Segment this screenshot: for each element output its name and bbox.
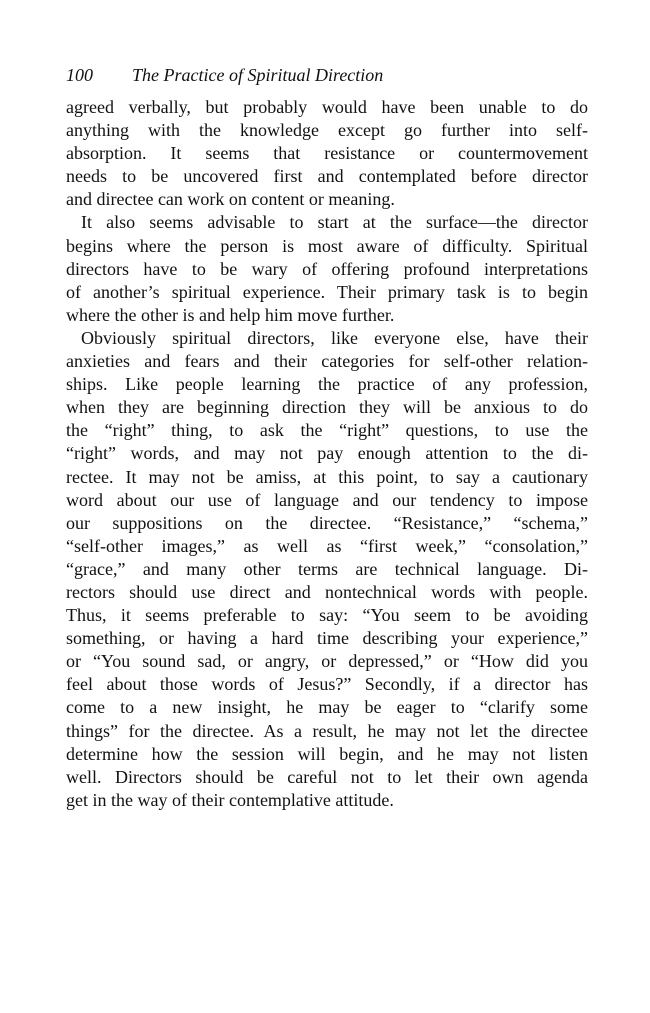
text-line: word about our use of language and our tendency to impose — [66, 489, 588, 510]
book-page — [66, 64, 588, 812]
text-line: things” for the directee. As a result, he may not let the directee — [66, 720, 588, 741]
running-head — [66, 64, 588, 86]
text-line: our suppositions on the directee. “Resistance,” “schema,” — [66, 512, 588, 533]
text-line: directors have to be wary of offering profound interpretations — [66, 258, 588, 279]
text-line: anxieties and fears and their categories for self-other relation- — [66, 351, 588, 372]
text-line: rectors should use direct and nontechnical words with people. — [66, 581, 588, 602]
text-line: get in the way of their contemplative attitude. — [66, 789, 394, 810]
text-line: ships. Like people learning the practice of any profession, — [66, 374, 588, 395]
body-text — [66, 96, 588, 812]
text-line: or “You sound sad, or angry, or depressed,” or “How did you — [66, 651, 588, 672]
text-line: Obviously spiritual directors, like everyone else, have their — [81, 327, 588, 348]
text-line: anything with the knowledge except go further into self- — [66, 120, 588, 141]
text-line: the “right” thing, to ask the “right” questions, to use the — [66, 420, 588, 441]
paragraph — [66, 96, 588, 211]
text-line: It also seems advisable to start at the surface—the director — [81, 212, 588, 233]
text-line: absorption. It seems that resistance or countermovement — [66, 143, 588, 164]
text-line: “self-other images,” as well as “first week,” “consolation,” — [66, 535, 588, 556]
text-line: and directee can work on content or meaning. — [66, 189, 395, 210]
book-title: The Practice of Spiritual Direction — [132, 65, 384, 85]
text-line: where the other is and help him move further. — [66, 304, 395, 325]
text-line: agreed verbally, but probably would have been unable to do — [66, 97, 588, 117]
text-line: rectee. It may not be amiss, at this point, to say a cautionary — [66, 466, 588, 487]
text-line: of another’s spiritual experience. Their primary task is to begin — [66, 281, 588, 302]
text-line: begins where the person is most aware of difficulty. Spiritual — [66, 235, 588, 256]
text-line: when they are beginning direction they will be anxious to do — [66, 397, 588, 418]
text-line: needs to be uncovered first and contemplated before director — [66, 166, 588, 187]
paragraph — [66, 327, 588, 812]
paragraph — [66, 211, 588, 326]
text-line: Thus, it seems preferable to say: “You seem to be avoiding — [66, 605, 588, 626]
text-line: “right” words, and may not pay enough attention to the di- — [66, 443, 588, 464]
page-number: 100 — [66, 65, 93, 85]
text-line: something, or having a hard time describing your experience,” — [66, 628, 588, 649]
text-line: determine how the session will begin, and he may not listen — [66, 743, 588, 764]
text-line: “grace,” and many other terms are technical language. Di- — [66, 558, 588, 579]
text-line: feel about those words of Jesus?” Secondly, if a director has — [66, 674, 588, 695]
text-line: well. Directors should be careful not to let their own agenda — [66, 766, 588, 787]
text-line: come to a new insight, he may be eager to “clarify some — [66, 697, 588, 718]
